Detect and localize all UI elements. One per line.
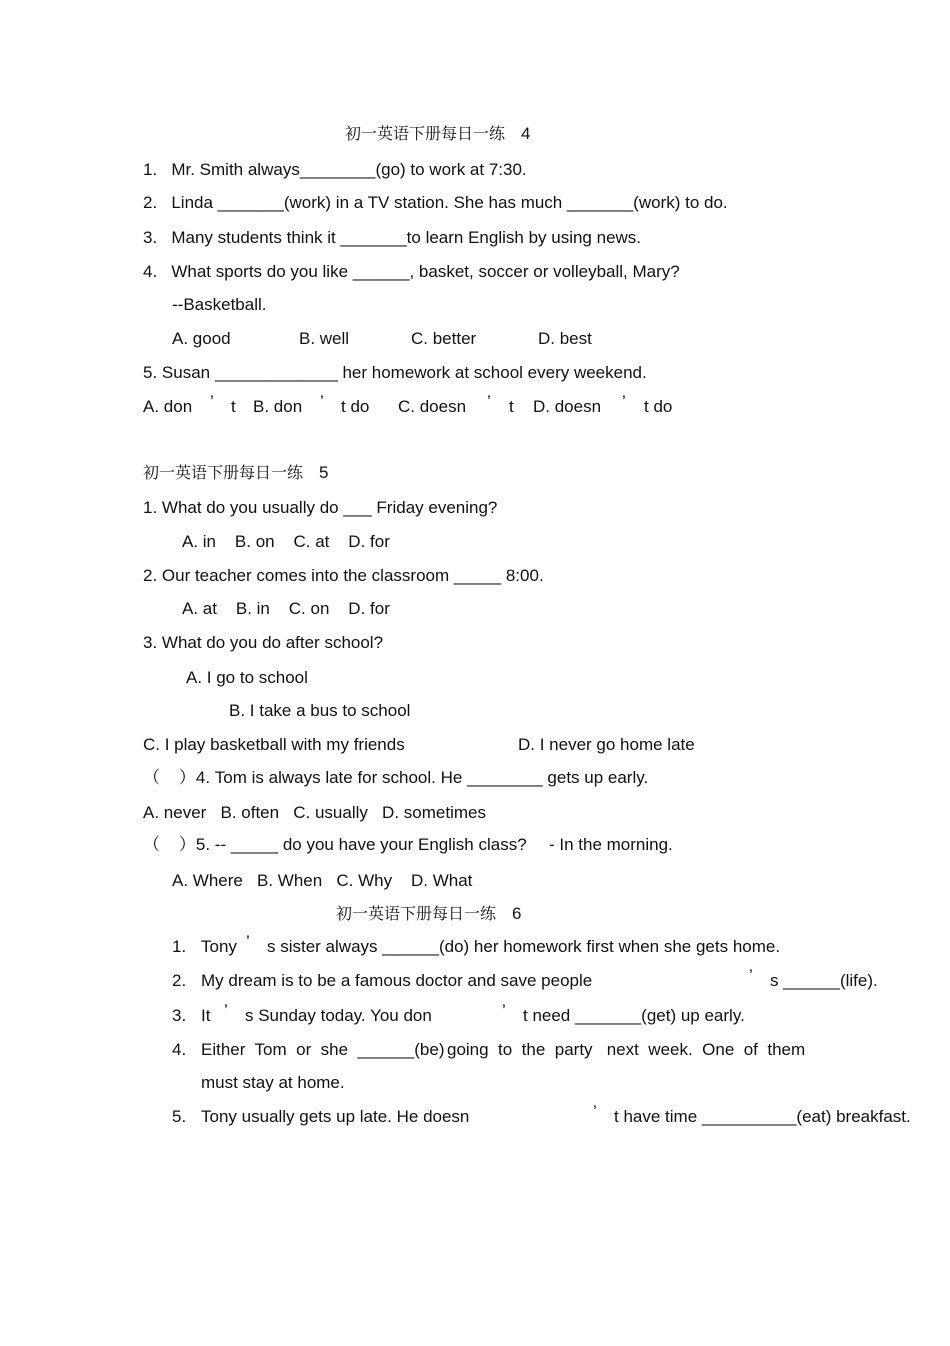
s6-q4-number: 4. [172, 1040, 187, 1059]
s4-q5-fragment: t do [644, 397, 673, 416]
s6-q3-text: s Sunday today. You don [245, 1006, 432, 1025]
s6-q3-apostrophe: ’ [502, 1001, 506, 1020]
s4-q5-option-c: C. doesn [398, 397, 467, 416]
s4-q5-option-b: B. don [253, 397, 303, 416]
s4-question-1: 1. Mr. Smith always________(go) to work at 7:30. [143, 160, 527, 179]
s6-q3-apostrophe: ’ [224, 1001, 228, 1020]
s6-q1-text: s sister always ______(do) her homework first when she gets home. [267, 937, 781, 956]
section-4-title [345, 124, 530, 144]
s6-q3-text: It [201, 1006, 211, 1025]
s5-question-1: 1. What do you usually do ___ Friday evening? [143, 498, 498, 517]
s6-q5-number: 5. [172, 1107, 187, 1126]
s4-question-4: 4. What sports do you like ______, basket, soccer or volleyball, Mary? [143, 262, 680, 281]
s6-q4-continuation: must stay at home. [201, 1073, 345, 1092]
s5-question-4-options: A. never B. often C. usually D. sometimes [143, 803, 486, 822]
s6-q1-text: Tony [201, 937, 237, 956]
s6-q2-text: My dream is to be a famous doctor and save people [201, 971, 593, 990]
s6-q2-apostrophe: ’ [749, 966, 753, 985]
s5-question-3-option-b: B. I take a bus to school [229, 701, 411, 720]
s6-q3-number: 3. [172, 1006, 187, 1025]
s5-question-3: 3. What do you do after school? [143, 633, 384, 652]
section-6-title [336, 904, 521, 924]
s5-question-5-answer: - In the morning. [549, 835, 673, 854]
s4-q5-fragment: t [509, 397, 514, 416]
s6-q3-text: t need _______(get) up early. [523, 1006, 745, 1025]
s4-q5-apostrophe: ’ [210, 392, 214, 411]
s6-q2-number: 2. [172, 971, 187, 990]
s5-question-2-options: A. at B. in C. on D. for [182, 599, 390, 618]
s5-question-1-options: A. in B. on C. at D. for [182, 532, 390, 551]
s6-q1-apostrophe: ’ [246, 932, 250, 951]
s5-question-3-option-a: A. I go to school [186, 668, 308, 687]
s4-q5-apostrophe: ’ [487, 392, 491, 411]
s4-q5-fragment: t [231, 397, 236, 416]
s4-q5-option-a: A. don [143, 397, 193, 416]
s4-q5-fragment: t do [341, 397, 370, 416]
section-4-number: 4 [521, 124, 531, 143]
s4-question-5: 5. Susan _____________ her homework at school every weekend. [143, 363, 647, 382]
section-6-number: 6 [512, 904, 522, 923]
s5-question-3-option-d: D. I never go home late [518, 735, 695, 754]
s4-option-c: C. better [411, 329, 477, 348]
s6-q1-number: 1. [172, 937, 187, 956]
s5-question-3-option-c: C. I play basketball with my friends [143, 735, 405, 754]
s4-question-2: 2. Linda _______(work) in a TV station. She has much _______(work) to do. [143, 193, 728, 212]
section-5-number: 5 [319, 463, 329, 482]
s4-option-a: A. good [172, 329, 231, 348]
s4-q5-apostrophe: ’ [320, 392, 324, 411]
s4-option-d: D. best [538, 329, 592, 348]
s6-q2-text: s ______(life). [770, 971, 878, 990]
s6-q5-apostrophe: ’ [593, 1102, 597, 1121]
section-5-title [143, 463, 328, 483]
s5-question-4: （ ）4. Tom is always late for school. He ________ gets up early. [143, 768, 649, 787]
s4-option-b: B. well [299, 329, 350, 348]
s4-q5-option-d: D. doesn [533, 397, 602, 416]
s5-question-2: 2. Our teacher comes into the classroom _____ 8:00. [143, 566, 544, 585]
section-4-title-text: 初一英语下册每日一练 [345, 124, 506, 143]
s4-question-3: 3. Many students think it _______to learn English by using news. [143, 228, 642, 247]
section-6-title-text: 初一英语下册每日一练 [336, 904, 497, 923]
s4-q5-apostrophe: ’ [622, 392, 626, 411]
s6-q4-text: Either Tom or she ______(be) [201, 1040, 445, 1059]
s6-q4-text: going to the party next week. One of them [447, 1040, 806, 1059]
s6-q5-text: Tony usually gets up late. He doesn [201, 1107, 470, 1126]
s6-q5-text: t have time __________(eat) breakfast. [614, 1107, 911, 1126]
s5-question-5: （ ）5. -- _____ do you have your English class? [143, 835, 527, 854]
section-5-title-text: 初一英语下册每日一练 [143, 463, 304, 482]
s5-question-5-options: A. Where B. When C. Why D. What [172, 871, 473, 890]
s4-question-4-answer: --Basketball. [172, 295, 267, 314]
